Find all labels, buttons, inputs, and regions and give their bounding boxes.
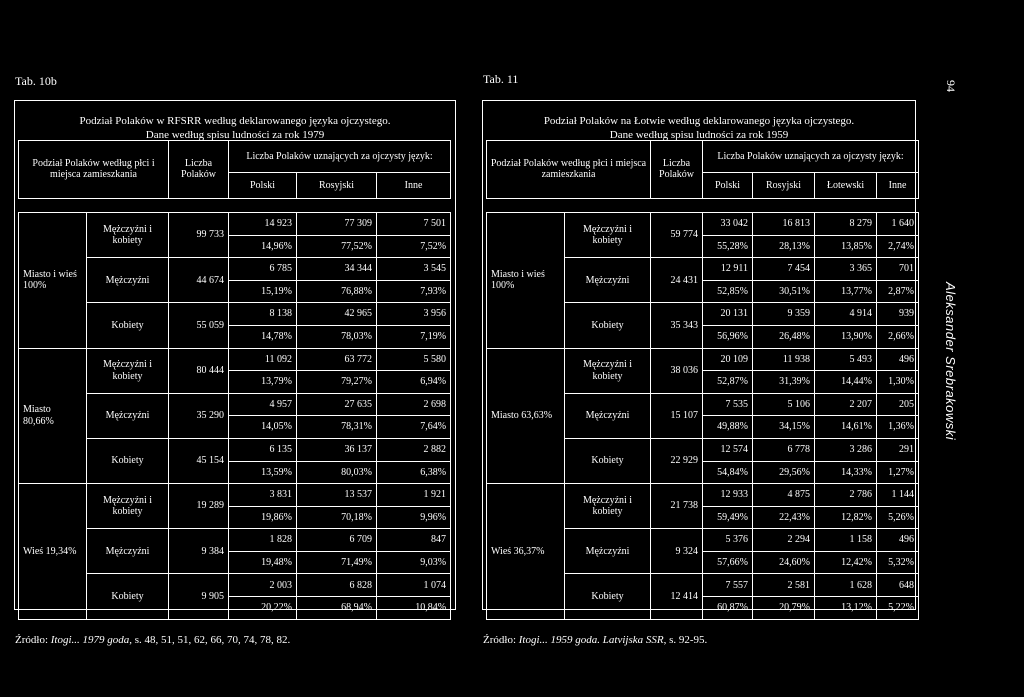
total-value: 44 674 xyxy=(169,258,229,303)
count-value: 3 545 xyxy=(377,258,451,281)
percent-value: 52,87% xyxy=(703,371,753,394)
header-row xyxy=(487,141,919,173)
percent-value: 34,15% xyxy=(753,416,815,439)
total-value: 15 107 xyxy=(651,393,703,438)
count-value: 11 938 xyxy=(753,348,815,371)
table-row xyxy=(19,484,451,507)
count-value: 34 344 xyxy=(297,258,377,281)
count-value: 6 778 xyxy=(753,438,815,461)
header-language: Rosyjski xyxy=(753,172,815,198)
percent-value: 14,96% xyxy=(229,235,297,258)
percent-value: 12,42% xyxy=(815,551,877,574)
count-value: 5 106 xyxy=(753,393,815,416)
count-value: 291 xyxy=(877,438,919,461)
total-value: 38 036 xyxy=(651,348,703,393)
header-row xyxy=(19,141,451,173)
count-value: 7 557 xyxy=(703,574,753,597)
sex-label: Mężczyźni xyxy=(565,393,651,438)
percent-value: 7,93% xyxy=(377,280,451,303)
spacer-row xyxy=(487,198,919,212)
count-value: 20 131 xyxy=(703,303,753,326)
percent-value: 12,82% xyxy=(815,506,877,529)
count-value: 9 359 xyxy=(753,303,815,326)
total-value: 55 059 xyxy=(169,303,229,348)
count-value: 20 109 xyxy=(703,348,753,371)
percent-value: 1,30% xyxy=(877,371,919,394)
count-value: 4 957 xyxy=(229,393,297,416)
count-value: 12 574 xyxy=(703,438,753,461)
count-value: 205 xyxy=(877,393,919,416)
sex-label: Mężczyźni xyxy=(565,529,651,574)
total-value: 19 289 xyxy=(169,484,229,529)
count-value: 4 914 xyxy=(815,303,877,326)
percent-value: 6,38% xyxy=(377,461,451,484)
percent-value: 78,31% xyxy=(297,416,377,439)
count-value: 2 882 xyxy=(377,438,451,461)
area-label: Wieś 19,34% xyxy=(19,484,87,620)
percent-value: 70,18% xyxy=(297,506,377,529)
sex-label: Mężczyźni i kobiety xyxy=(565,348,651,393)
percent-value: 14,78% xyxy=(229,325,297,348)
count-value: 12 911 xyxy=(703,258,753,281)
count-value: 1 074 xyxy=(377,574,451,597)
percent-value: 20,22% xyxy=(229,597,297,620)
title-line: Dane według spisu ludności za rok 1959 xyxy=(609,129,789,142)
table-row xyxy=(19,348,451,371)
spacer-cell xyxy=(19,198,451,212)
table-row xyxy=(487,484,919,507)
percent-value: 76,88% xyxy=(297,280,377,303)
count-value: 13 537 xyxy=(297,484,377,507)
percent-value: 31,39% xyxy=(753,371,815,394)
count-value: 12 933 xyxy=(703,484,753,507)
count-value: 1 158 xyxy=(815,529,877,552)
title-line: Podział Polaków w RFSRR według deklarowanego języka ojczystego. xyxy=(79,115,391,127)
percent-value: 5,32% xyxy=(877,551,919,574)
total-value: 59 774 xyxy=(651,212,703,257)
percent-value: 80,03% xyxy=(297,461,377,484)
percent-value: 68,94% xyxy=(297,597,377,620)
total-value: 9 905 xyxy=(169,574,229,619)
count-value: 7 535 xyxy=(703,393,753,416)
percent-value: 77,52% xyxy=(297,235,377,258)
left-source xyxy=(15,634,290,646)
percent-value: 22,43% xyxy=(753,506,815,529)
count-value: 36 137 xyxy=(297,438,377,461)
percent-value: 71,49% xyxy=(297,551,377,574)
header-language: Łotewski xyxy=(815,172,877,198)
count-value: 6 785 xyxy=(229,258,297,281)
header-language: Inne xyxy=(377,172,451,198)
percent-value: 26,48% xyxy=(753,325,815,348)
left-data-table xyxy=(18,140,451,620)
count-value: 42 965 xyxy=(297,303,377,326)
percent-value: 7,52% xyxy=(377,235,451,258)
percent-value: 13,77% xyxy=(815,280,877,303)
count-value: 2 698 xyxy=(377,393,451,416)
title-line: Dane według spisu ludności za rok 1979 xyxy=(145,129,325,142)
header-language-group: Liczba Polaków uznających za ojczysty język: xyxy=(703,141,919,173)
count-value: 2 207 xyxy=(815,393,877,416)
sex-label: Kobiety xyxy=(87,574,169,619)
count-value: 14 923 xyxy=(229,212,297,235)
area-label: Miasto i wieś 100% xyxy=(487,212,565,348)
percent-value: 19,86% xyxy=(229,506,297,529)
source-pages: , s. 48, 51, 51, 62, 66, 70, 74, 78, 82. xyxy=(129,634,291,646)
area-label: Miasto 63,63% xyxy=(487,348,565,484)
count-value: 16 813 xyxy=(753,212,815,235)
count-value: 3 956 xyxy=(377,303,451,326)
percent-value: 19,48% xyxy=(229,551,297,574)
count-value: 5 580 xyxy=(377,348,451,371)
right-table-host xyxy=(486,140,919,620)
source-prefix: Źródło: xyxy=(15,634,51,646)
table-row xyxy=(487,348,919,371)
total-value: 21 738 xyxy=(651,484,703,529)
total-value: 12 414 xyxy=(651,574,703,619)
sex-label: Mężczyźni i kobiety xyxy=(87,348,169,393)
percent-value: 2,87% xyxy=(877,280,919,303)
count-value: 7 454 xyxy=(753,258,815,281)
percent-value: 29,56% xyxy=(753,461,815,484)
count-value: 2 003 xyxy=(229,574,297,597)
percent-value: 20,79% xyxy=(753,597,815,620)
count-value: 7 501 xyxy=(377,212,451,235)
count-value: 1 144 xyxy=(877,484,919,507)
count-value: 33 042 xyxy=(703,212,753,235)
percent-value: 13,59% xyxy=(229,461,297,484)
count-value: 1 640 xyxy=(877,212,919,235)
header-language-group: Liczba Polaków uznających za ojczysty język: xyxy=(229,141,451,173)
percent-value: 14,44% xyxy=(815,371,877,394)
count-value: 63 772 xyxy=(297,348,377,371)
table-row xyxy=(487,212,919,235)
total-value: 24 431 xyxy=(651,258,703,303)
sex-label: Kobiety xyxy=(87,303,169,348)
percent-value: 59,49% xyxy=(703,506,753,529)
header-language: Rosyjski xyxy=(297,172,377,198)
percent-value: 2,74% xyxy=(877,235,919,258)
sex-label: Kobiety xyxy=(565,438,651,483)
percent-value: 7,19% xyxy=(377,325,451,348)
count-value: 1 828 xyxy=(229,529,297,552)
spacer-cell xyxy=(487,198,919,212)
percent-value: 5,22% xyxy=(877,597,919,620)
total-value: 45 154 xyxy=(169,438,229,483)
percent-value: 7,64% xyxy=(377,416,451,439)
source-title: Itogi... 1979 goda xyxy=(50,634,130,646)
percent-value: 10,84% xyxy=(377,597,451,620)
total-value: 22 929 xyxy=(651,438,703,483)
total-value: 9 324 xyxy=(651,529,703,574)
percent-value: 6,94% xyxy=(377,371,451,394)
sex-label: Mężczyźni xyxy=(565,258,651,303)
spacer-row xyxy=(19,198,451,212)
sex-label: Mężczyźni i kobiety xyxy=(565,484,651,529)
count-value: 3 286 xyxy=(815,438,877,461)
sex-label: Kobiety xyxy=(565,574,651,619)
percent-value: 49,88% xyxy=(703,416,753,439)
count-value: 77 309 xyxy=(297,212,377,235)
percent-value: 1,36% xyxy=(877,416,919,439)
header-category: Podział Polaków według płci i miejsca zamieszkania xyxy=(19,141,169,199)
header-language: Polski xyxy=(229,172,297,198)
percent-value: 56,96% xyxy=(703,325,753,348)
percent-value: 14,61% xyxy=(815,416,877,439)
area-label: Miasto 80,66% xyxy=(19,348,87,484)
count-value: 496 xyxy=(877,348,919,371)
sex-label: Mężczyźni xyxy=(87,529,169,574)
total-value: 9 384 xyxy=(169,529,229,574)
percent-value: 30,51% xyxy=(753,280,815,303)
header-language: Inne xyxy=(877,172,919,198)
percent-value: 24,60% xyxy=(753,551,815,574)
count-value: 5 493 xyxy=(815,348,877,371)
count-value: 3 831 xyxy=(229,484,297,507)
count-value: 2 581 xyxy=(753,574,815,597)
count-value: 6 709 xyxy=(297,529,377,552)
sex-label: Mężczyźni xyxy=(87,393,169,438)
source-title: Itogi... 1959 goda. Latvijska SSR xyxy=(518,634,664,646)
percent-value: 1,27% xyxy=(877,461,919,484)
percent-value: 15,19% xyxy=(229,280,297,303)
sex-label: Mężczyźni i kobiety xyxy=(565,212,651,257)
count-value: 648 xyxy=(877,574,919,597)
sex-label: Kobiety xyxy=(87,438,169,483)
total-value: 99 733 xyxy=(169,212,229,257)
percent-value: 52,85% xyxy=(703,280,753,303)
total-value: 35 343 xyxy=(651,303,703,348)
right-data-table xyxy=(486,140,919,620)
left-table-host xyxy=(18,140,451,620)
total-value: 80 444 xyxy=(169,348,229,393)
count-value: 8 138 xyxy=(229,303,297,326)
count-value: 3 365 xyxy=(815,258,877,281)
percent-value: 78,03% xyxy=(297,325,377,348)
percent-value: 14,05% xyxy=(229,416,297,439)
sex-label: Mężczyźni i kobiety xyxy=(87,484,169,529)
percent-value: 13,85% xyxy=(815,235,877,258)
percent-value: 60,87% xyxy=(703,597,753,620)
author-name: Aleksander Srebrakowski xyxy=(943,282,958,441)
sex-label: Mężczyźni xyxy=(87,258,169,303)
total-value: 35 290 xyxy=(169,393,229,438)
right-table-title xyxy=(482,114,916,143)
count-value: 4 875 xyxy=(753,484,815,507)
percent-value: 13,12% xyxy=(815,597,877,620)
title-line: Podział Polaków na Łotwie według deklarowanego języka ojczystego. xyxy=(543,115,855,127)
percent-value: 2,66% xyxy=(877,325,919,348)
percent-value: 13,79% xyxy=(229,371,297,394)
sex-label: Kobiety xyxy=(565,303,651,348)
count-value: 6 828 xyxy=(297,574,377,597)
header-language: Polski xyxy=(703,172,753,198)
count-value: 2 294 xyxy=(753,529,815,552)
table-row xyxy=(19,212,451,235)
count-value: 8 279 xyxy=(815,212,877,235)
count-value: 939 xyxy=(877,303,919,326)
header-total: Liczba Polaków xyxy=(651,141,703,199)
percent-value: 9,96% xyxy=(377,506,451,529)
percent-value: 14,33% xyxy=(815,461,877,484)
page-number: 94 xyxy=(944,80,958,92)
area-label: Miasto i wieś 100% xyxy=(19,212,87,348)
percent-value: 79,27% xyxy=(297,371,377,394)
percent-value: 55,28% xyxy=(703,235,753,258)
source-pages: , s. 92-95. xyxy=(663,634,708,646)
percent-value: 13,90% xyxy=(815,325,877,348)
left-tab-label: Tab. 10b xyxy=(15,74,57,88)
header-total: Liczba Polaków xyxy=(169,141,229,199)
count-value: 5 376 xyxy=(703,529,753,552)
percent-value: 54,84% xyxy=(703,461,753,484)
count-value: 1 628 xyxy=(815,574,877,597)
percent-value: 28,13% xyxy=(753,235,815,258)
count-value: 11 092 xyxy=(229,348,297,371)
count-value: 701 xyxy=(877,258,919,281)
left-table-title xyxy=(14,114,456,143)
percent-value: 57,66% xyxy=(703,551,753,574)
count-value: 2 786 xyxy=(815,484,877,507)
count-value: 847 xyxy=(377,529,451,552)
percent-value: 9,03% xyxy=(377,551,451,574)
right-source xyxy=(483,634,707,646)
count-value: 27 635 xyxy=(297,393,377,416)
percent-value: 5,26% xyxy=(877,506,919,529)
header-category: Podział Polaków według płci i miejsca zamieszkania xyxy=(487,141,651,199)
right-tab-label: Tab. 11 xyxy=(483,72,519,86)
count-value: 1 921 xyxy=(377,484,451,507)
count-value: 496 xyxy=(877,529,919,552)
sex-label: Mężczyźni i kobiety xyxy=(87,212,169,257)
count-value: 6 135 xyxy=(229,438,297,461)
source-prefix: Źródło: xyxy=(483,634,519,646)
area-label: Wieś 36,37% xyxy=(487,484,565,620)
